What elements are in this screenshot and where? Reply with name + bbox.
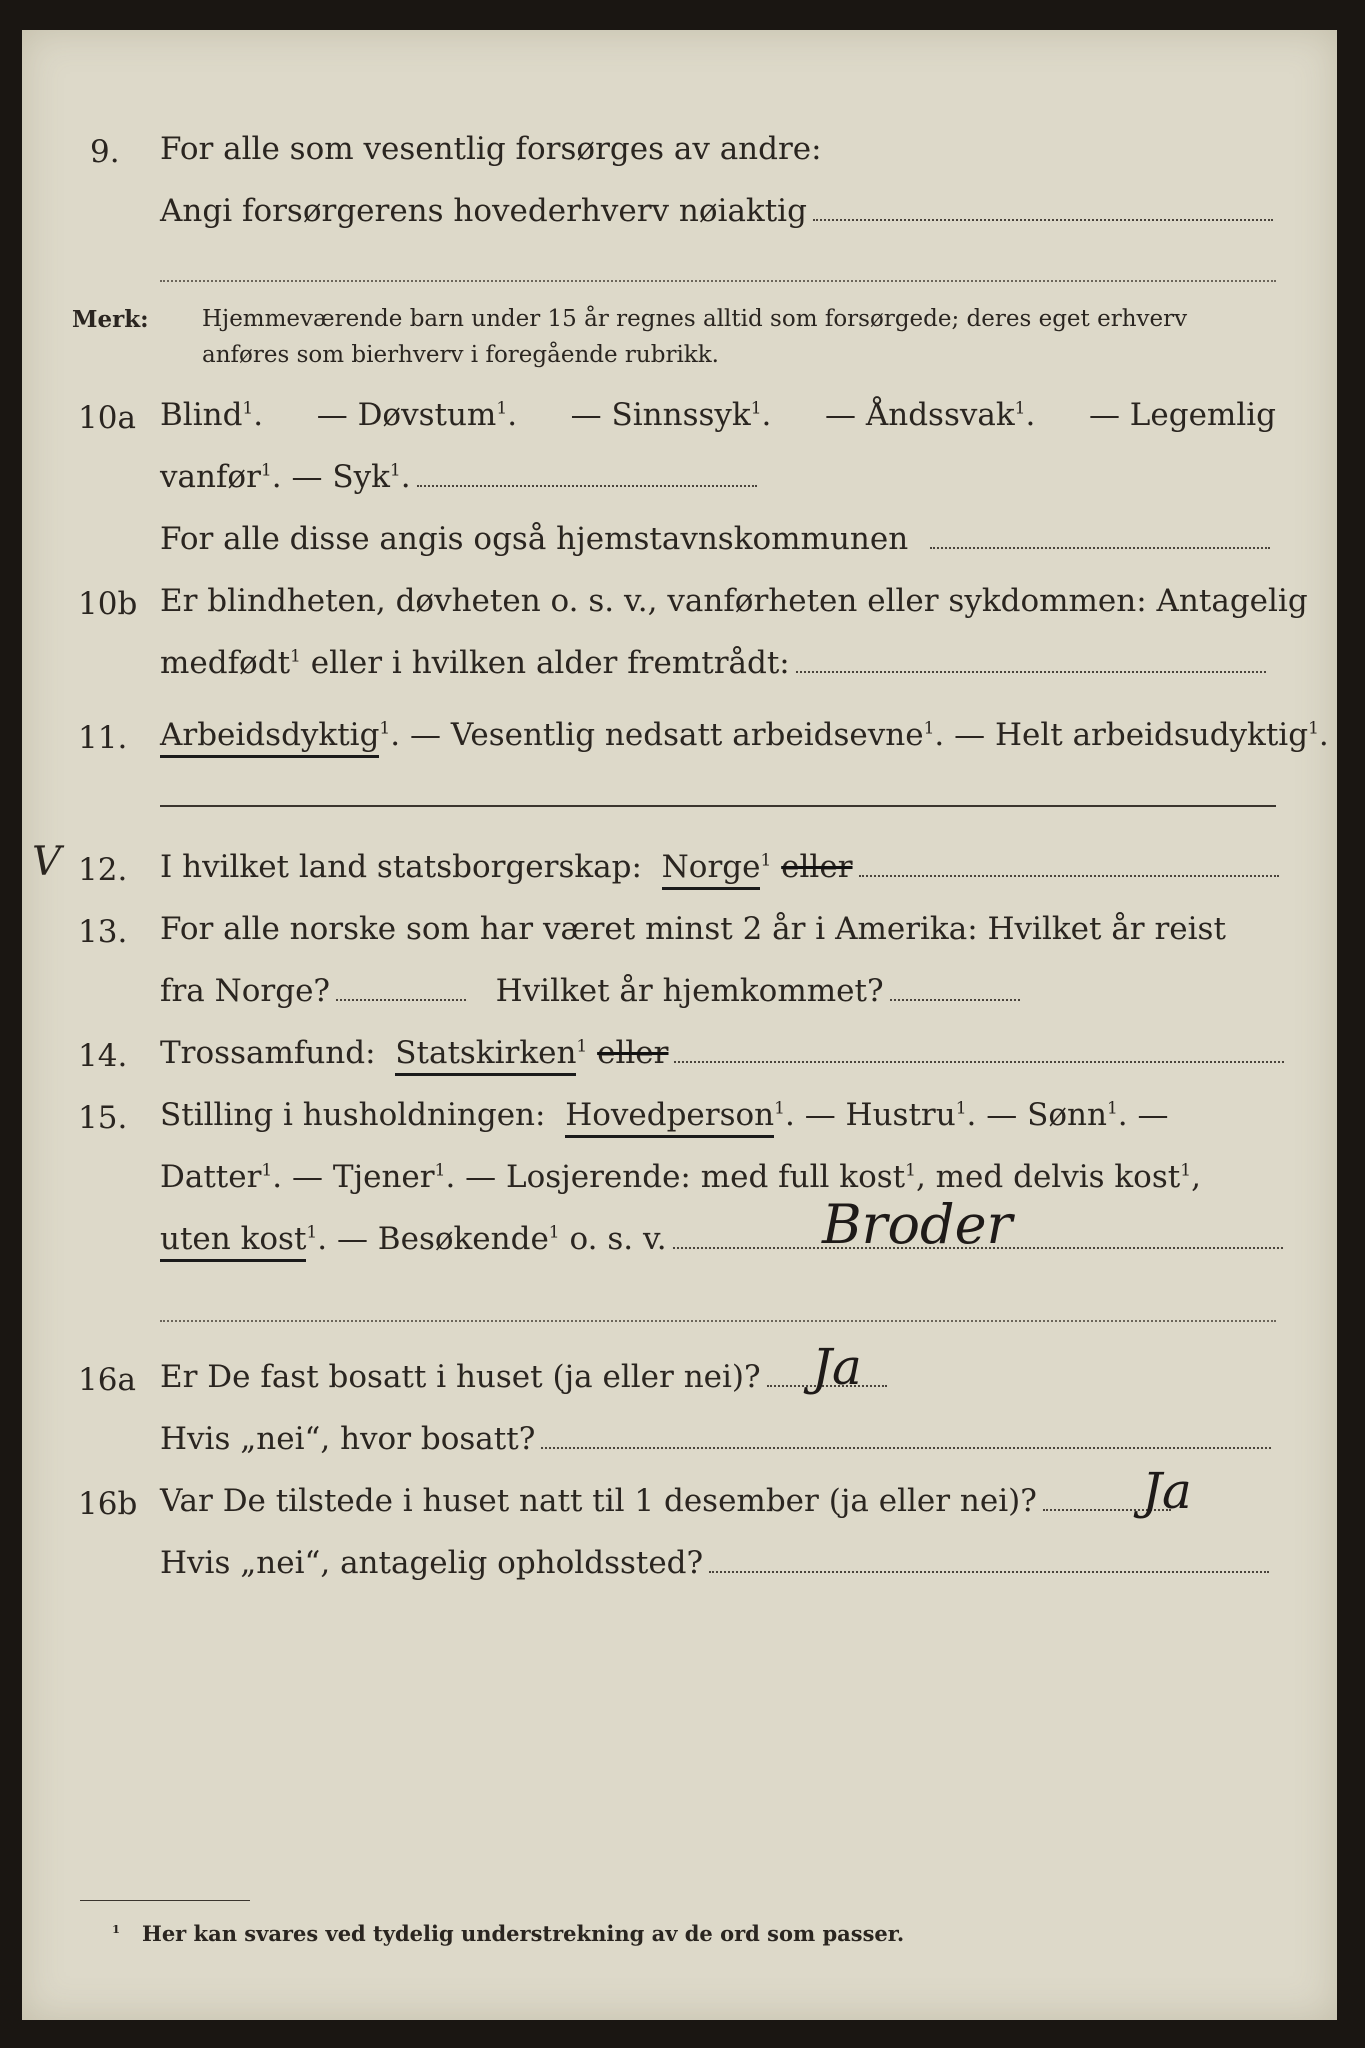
q13-line2: fra Norge? Hvilket år hjemkommet? xyxy=(160,976,1020,1007)
merk-label: Merk: xyxy=(72,306,149,333)
q9-line1: For alle som vesentlig forsørges av andre: xyxy=(160,131,822,167)
q9-line2 xyxy=(160,193,1273,229)
q12-struck-word: eller xyxy=(781,849,853,885)
q12-answer: Norge xyxy=(662,849,761,890)
q9-label: Angi forsørgerens hovederhverv nøiaktig xyxy=(160,193,807,229)
q9-number: 9. xyxy=(90,134,120,170)
q12-line: I hvilket land statsborgerskap: Norge$^1$ eller xyxy=(160,852,1279,883)
q15-number: 15. xyxy=(78,1100,128,1136)
q13-line1: For alle norske som har været minst 2 år i Amerika: Hvilket år reist xyxy=(160,911,1226,947)
q13-reist-line xyxy=(336,999,466,1001)
q12-answer-line xyxy=(859,875,1279,877)
q10a-line1: Blind$^1$. — Døvstum$^1$. — Sinnssyk$^1$. — Åndssvak$^1$. — Legemlig xyxy=(160,397,1276,433)
q10a-syk-line xyxy=(417,485,757,487)
q14-number: 14. xyxy=(78,1038,128,1074)
q10b-answer-line xyxy=(796,671,1266,673)
q13-hjem-line xyxy=(890,999,1020,1001)
section-divider-1 xyxy=(160,805,1276,807)
q14-answer: Statskirken xyxy=(395,1035,576,1076)
q16b-line2: Hvis „nei“, antagelig opholdssted? xyxy=(160,1548,1269,1579)
q14-answer-line xyxy=(674,1061,1284,1063)
q16b-handwritten-answer: Ja xyxy=(1142,1462,1192,1520)
footnote-mark: 1 xyxy=(112,1922,121,1936)
q9-answer-line xyxy=(813,219,1273,221)
q10b-line1: Er blindheten, døvheten o. s. v., vanførheten eller sykdommen: Antagelig xyxy=(160,583,1308,619)
q12-number: 12. xyxy=(78,852,128,888)
q10b-line2: medfødt$^1$ eller i hvilken alder fremtrådt: xyxy=(160,648,1266,679)
census-form-page xyxy=(22,30,1337,2020)
q16b-line1: Var De tilstede i huset natt til 1 desember (ja eller nei)? xyxy=(160,1486,1171,1517)
q11-selected: Arbeidsdyktig xyxy=(160,717,379,758)
check-mark: V xyxy=(32,839,61,885)
q11-number: 11. xyxy=(78,720,128,756)
q15-uten-kost: uten kost xyxy=(160,1221,306,1262)
q10a-line2: vanfør$^1$. — Syk$^1$. xyxy=(160,462,757,493)
q15-selected: Hovedperson xyxy=(565,1097,774,1138)
q10b-number: 10b xyxy=(78,586,138,622)
q16b-number: 16b xyxy=(78,1486,138,1522)
q15-extra-line xyxy=(160,1320,1276,1322)
q15-line1: Stilling i husholdningen: Hovedperson$^1$. — Hustru$^1$. — Sønn$^1$. — xyxy=(160,1100,1169,1131)
q15-line2: Datter$^1$. — Tjener$^1$. — Losjerende: med full kost$^1$, med delvis kost$^1$, xyxy=(160,1159,1201,1195)
q15-handwritten-answer: Broder xyxy=(822,1193,1013,1256)
q14-struck-word: eller xyxy=(597,1035,669,1071)
q16a-line2: Hvis „nei“, hvor bosatt? xyxy=(160,1424,1271,1455)
footnote-rule xyxy=(80,1900,250,1901)
footnote-text: Her kan svares ved tydelig understrekning av de ord som passer. xyxy=(141,1921,905,1946)
merk-line1: Hjemmeværende barn under 15 år regnes alltid som forsørgede; deres eget erhverv xyxy=(202,306,1188,332)
merk-line2: anføres som bierhverv i foregående rubrikk. xyxy=(202,342,719,368)
q11-line: Arbeidsdyktig$^1$. — Vesentlig nedsatt arbeidsevne$^1$. — Helt arbeidsudyktig$^1$. xyxy=(160,720,1329,751)
q16a-line1: Er De fast bosatt i huset (ja eller nei)? xyxy=(160,1362,887,1393)
q16a-bosatt-line xyxy=(541,1447,1271,1449)
q13-number: 13. xyxy=(78,914,128,950)
footnote xyxy=(112,1923,904,1944)
q15-line3: uten kost$^1$. — Besøkende$^1$ o. s. v. xyxy=(160,1224,1283,1255)
q16a-number: 16a xyxy=(78,1362,136,1398)
q14-line: Trossamfund: Statskirken$^1$ eller xyxy=(160,1038,1284,1069)
q10a-kommune-line xyxy=(930,547,1270,549)
q16b-opholdssted-line xyxy=(709,1571,1269,1573)
q10a-line3: For alle disse angis også hjemstavnskommunen xyxy=(160,524,1270,555)
q9-extra-line xyxy=(160,280,1276,282)
q16a-handwritten-answer: Ja xyxy=(812,1338,862,1396)
q10a-number: 10a xyxy=(78,400,136,436)
